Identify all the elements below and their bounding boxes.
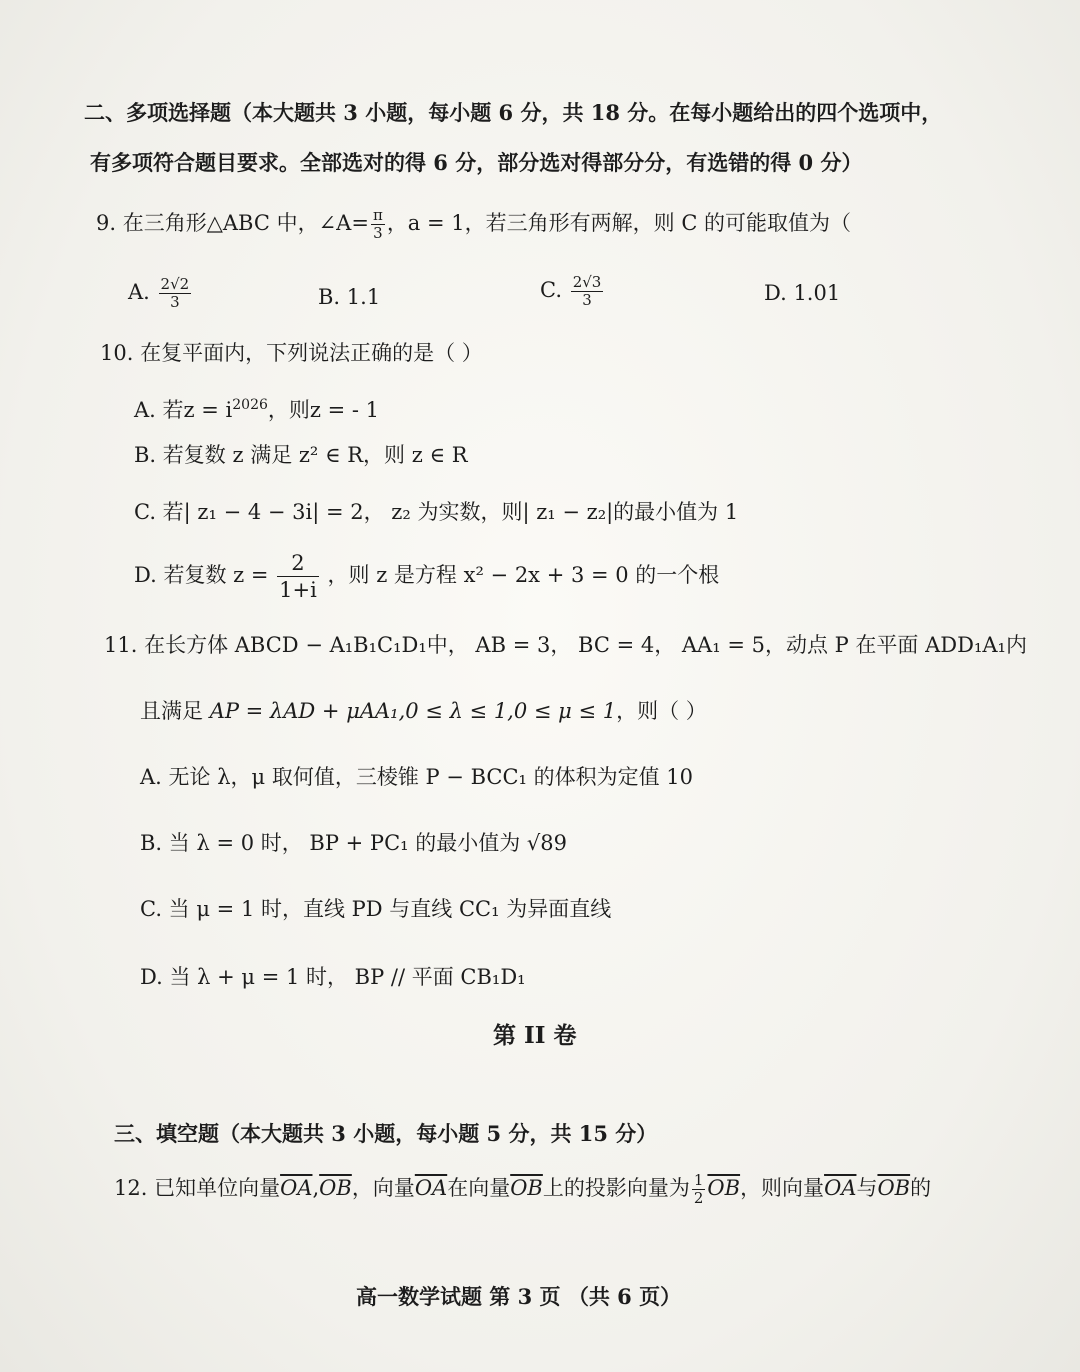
q11-option-a: A. 无论 λ，μ 取何值，三棱锥 P − BCC₁ 的体积为定值 10 bbox=[140, 765, 694, 789]
q11-vector-condition: AP = λAD + μAA₁,0 ≤ λ ≤ 1,0 ≤ μ ≤ 1 bbox=[209, 699, 617, 723]
section2-heading-line1: 二、多项选择题（本大题共 3 小题，每小题 6 分，共 18 分。在每小题给出的四个选项中， bbox=[84, 100, 943, 125]
q11-stem-line1: 11. 在长方体 ABCD − A₁B₁C₁D₁中， AB = 3， BC = 4， AA₁ = 5，动点 P 在平面 ADD₁A₁内 bbox=[104, 633, 1027, 657]
q9-stem-post: ，a = 1，若三角形有两解，则 C 的可能取值为（ bbox=[386, 211, 852, 235]
part2-title: 第 II 卷 bbox=[493, 1022, 577, 1049]
q10-option-d-fraction: $\frac{2}{1+i}$ bbox=[279, 551, 317, 602]
q10-option-c: C. 若| z₁ − 4 − 3i| = 2， z₂ 为实数，则| z₁ − z₂|的最小值为 1 bbox=[134, 500, 739, 524]
q12-fraction: $\frac{1}{2}$ bbox=[693, 1171, 704, 1207]
q9-option-d: D. 1.01 bbox=[764, 281, 841, 305]
q9-option-c: C. $\frac{2√3}{3}$ bbox=[540, 273, 602, 309]
q11-option-c: C. 当 μ = 1 时，直线 PD 与直线 CC₁ 为异面直线 bbox=[140, 897, 612, 921]
q10-option-b: B. 若复数 z 满足 z² ∈ R，则 z ∈ R bbox=[134, 443, 468, 467]
q10-option-a: A. 若$z = i^{2026}$，则z = - 1 bbox=[134, 397, 380, 422]
q9-option-b: B. 1.1 bbox=[318, 285, 381, 309]
q9-option-c-fraction: $\frac{2√3}{3}$ bbox=[572, 273, 602, 309]
q9-option-a: A. $\frac{2√2}{3}$ bbox=[128, 275, 190, 311]
section2-heading-line2: 有多项符合题目要求。全部选对的得 6 分，部分选对得部分分，有选错的得 0 分） bbox=[90, 150, 863, 175]
q11-option-d: D. 当 λ + μ = 1 时， BP // 平面 CB₁D₁ bbox=[140, 965, 526, 989]
q12-stem: 12. 已知单位向量$\overline{OA},\overline{OB}$，向量$\overline{OA}$在向量$\overline{OB}$上的投影向量为 $\frac{1}{2}$ $\overline{OB}$，则向量$\overline{OA}$与$\overline{OB}$的 bbox=[114, 1171, 932, 1207]
q9-stem bbox=[96, 207, 851, 242]
section3-heading: 三、填空题（本大题共 3 小题，每小题 5 分，共 15 分） bbox=[114, 1121, 658, 1146]
q9-stem-pre: 9. 在三角形△ABC 中，∠A= bbox=[96, 211, 369, 235]
q10-stem: 10. 在复平面内，下列说法正确的是（ ） bbox=[100, 341, 483, 365]
q11-stem-line2: 且满足 AP = λAD + μAA₁,0 ≤ λ ≤ 1,0 ≤ μ ≤ 1，则（ ） bbox=[140, 699, 707, 723]
q10-option-d: D. 若复数 z = $\frac{2}{1+i}$ ，则 z 是方程 x² − 2x + 3 = 0 的一个根 bbox=[134, 551, 720, 602]
q11-option-b: B. 当 λ = 0 时， BP + PC₁ 的最小值为 √89 bbox=[140, 831, 568, 855]
q9-stem-fraction: $\frac{\pi}{3}$ bbox=[372, 206, 383, 242]
page-footer: 高一数学试题 第 3 页 （共 6 页） bbox=[356, 1284, 682, 1309]
q9-option-a-fraction: $\frac{2√2}{3}$ bbox=[160, 275, 190, 311]
